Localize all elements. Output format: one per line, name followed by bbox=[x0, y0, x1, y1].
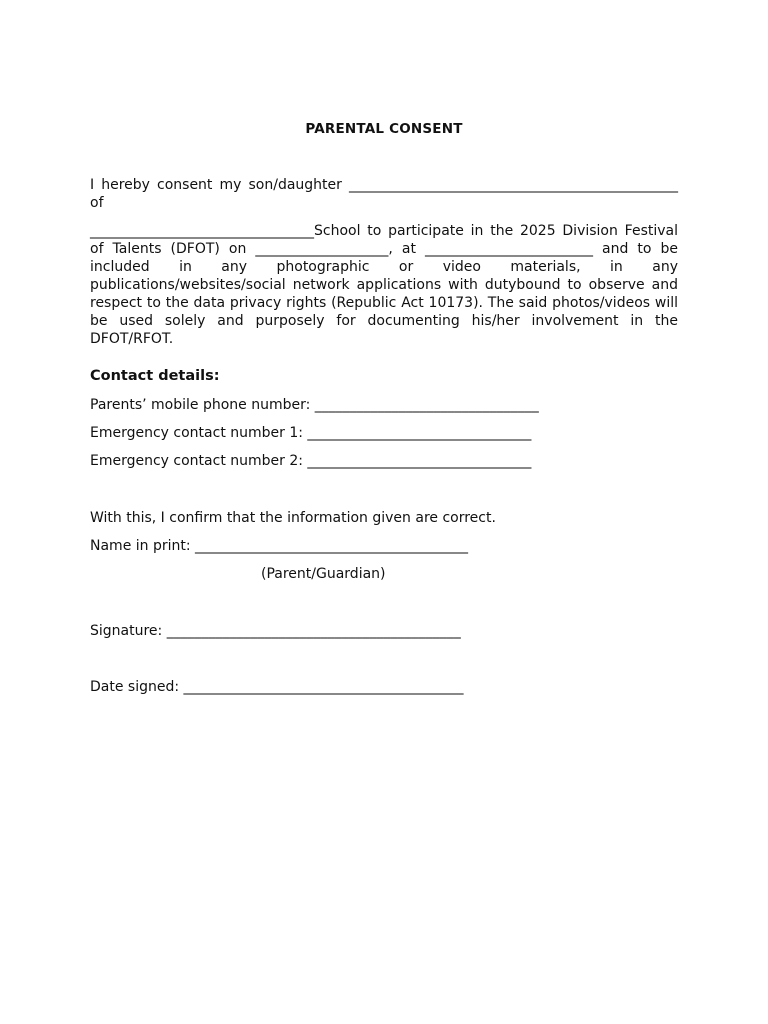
name-in-print-field: Name in print: _______________________________________ bbox=[90, 538, 469, 554]
document-title: PARENTAL CONSENT bbox=[305, 121, 463, 137]
parent-guardian-caption: (Parent/Guardian) bbox=[261, 566, 386, 582]
contact-details-heading: Contact details: bbox=[90, 368, 220, 384]
date-signed-field: Date signed: ________________________________________ bbox=[90, 679, 464, 695]
parents-phone-field: Parents’ mobile phone number: ________________________________ bbox=[90, 397, 539, 413]
signature-field: Signature: __________________________________________ bbox=[90, 623, 461, 639]
emergency-contact-2-field: Emergency contact number 2: ________________________________ bbox=[90, 453, 532, 469]
emergency-contact-1-field: Emergency contact number 1: ________________________________ bbox=[90, 425, 532, 441]
consent-paragraph-student: I hereby consent my son/daughter _______________________________________________ of bbox=[90, 177, 678, 211]
consent-paragraph-details: ________________________________School to participate in the 2025 Division Festival of Talents (DFOT) on ___________________, at ________________________ and to be included in any photographic or video materials, in any publications/websites/social network applications with dutybound to observe and respect to the data privacy rights (Republic Act 10173). The said photos/videos will be used solely and purposely for documenting his/her involvement in the DFOT/RFOT. bbox=[90, 223, 678, 347]
confirmation-statement: With this, I confirm that the information given are correct. bbox=[90, 510, 496, 526]
